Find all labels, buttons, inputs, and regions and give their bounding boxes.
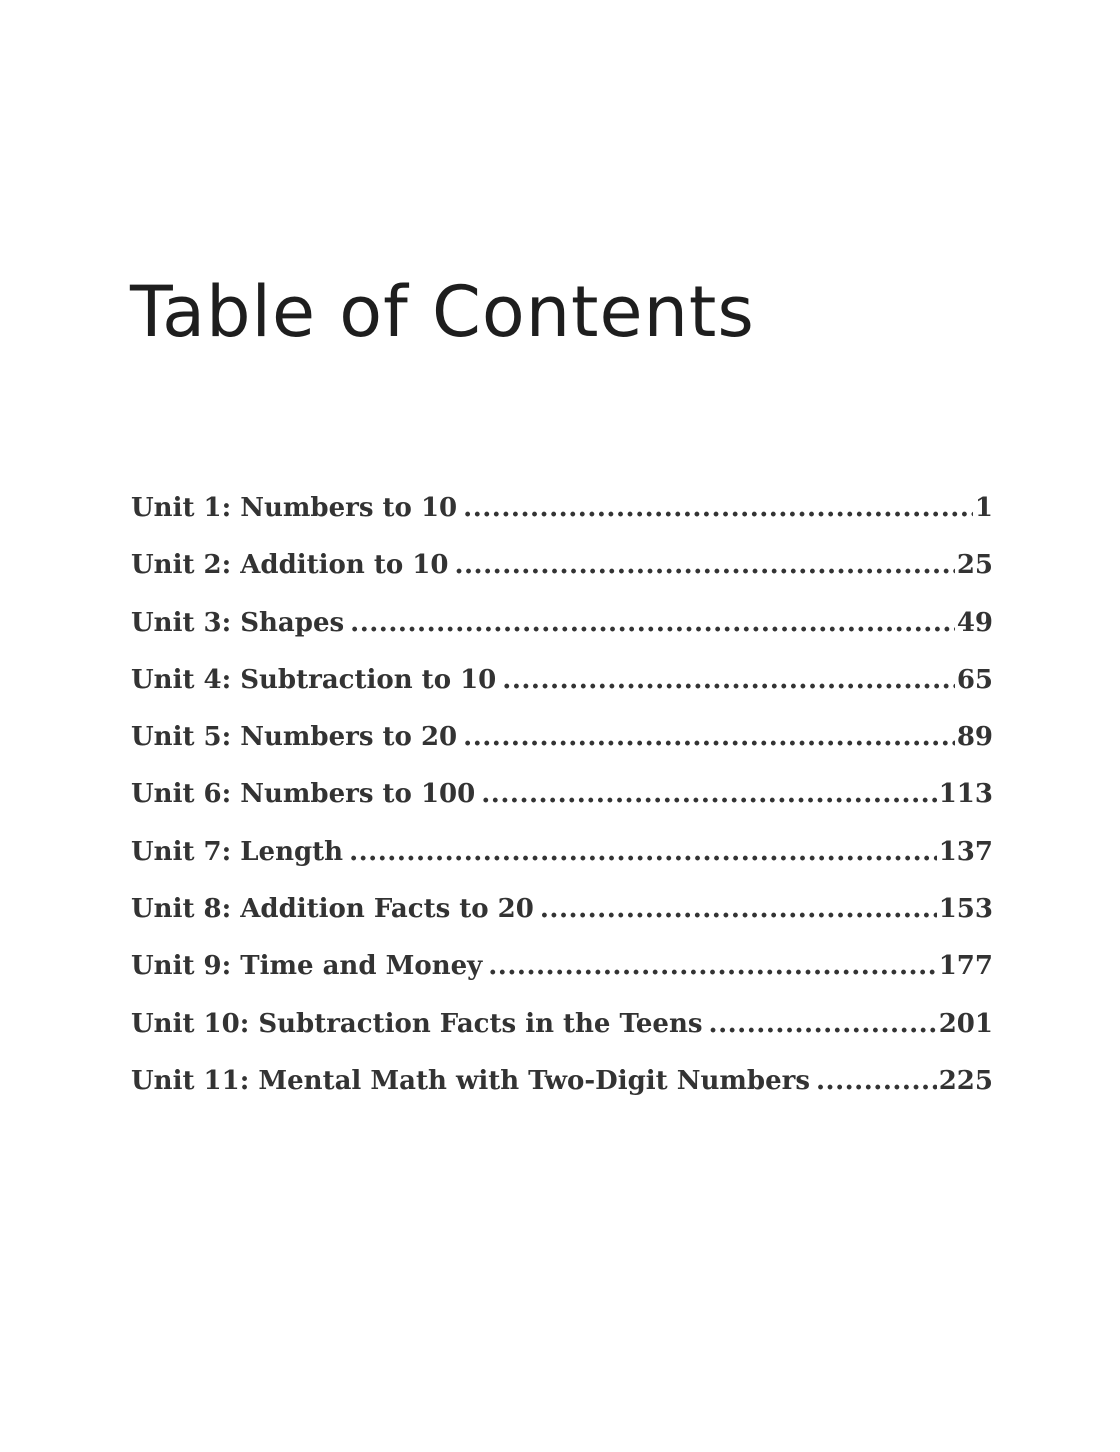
toc-entry-page-number: 49 (956, 607, 993, 638)
dot-leader (350, 603, 955, 643)
toc-entry-page-number: 1 (974, 493, 993, 523)
dot-leader (502, 660, 955, 700)
dot-leader (481, 774, 936, 814)
page-title: Table of Contents (130, 271, 755, 353)
toc-entry (131, 832, 993, 889)
toc-entry-label: Unit 9: Time and Money (131, 951, 483, 982)
toc-entry-page-number: 113 (938, 779, 993, 810)
toc-entry (131, 946, 993, 1003)
dot-leader (540, 889, 937, 929)
toc-entry-label: Unit 6: Numbers to 100 (131, 779, 476, 810)
dot-leader (463, 488, 973, 528)
toc-entry (131, 1004, 993, 1061)
toc-entry (131, 1061, 993, 1118)
toc-entry-label: Unit 8: Addition Facts to 20 (131, 894, 534, 925)
toc-entry-page-number: 225 (938, 1065, 993, 1096)
toc-entry-page-number: 137 (938, 836, 993, 867)
toc-entry-label: Unit 1: Numbers to 10 (131, 493, 458, 523)
toc-entry-page-number: 201 (938, 1008, 993, 1039)
toc-list (131, 488, 993, 1118)
dot-leader (816, 1061, 937, 1101)
toc-entry (131, 889, 993, 946)
toc-entry (131, 603, 993, 660)
toc-entry-page-number: 65 (956, 664, 993, 695)
toc-entry-label: Unit 11: Mental Math with Two-Digit Numbers (131, 1065, 810, 1096)
dot-leader (488, 946, 936, 986)
toc-entry (131, 488, 993, 545)
toc-entry-label: Unit 5: Numbers to 20 (131, 722, 458, 753)
toc-entry-page-number: 177 (938, 951, 993, 982)
dot-leader (709, 1004, 937, 1044)
toc-entry (131, 660, 993, 717)
dot-leader (349, 832, 937, 872)
toc-entry-label: Unit 2: Addition to 10 (131, 550, 449, 581)
toc-entry-label: Unit 4: Subtraction to 10 (131, 664, 497, 695)
toc-entry (131, 717, 993, 774)
toc-entry-label: Unit 7: Length (131, 836, 344, 867)
toc-entry-label: Unit 10: Subtraction Facts in the Teens (131, 1008, 703, 1039)
toc-entry-page-number: 89 (956, 722, 993, 753)
toc-entry-page-number: 153 (938, 894, 993, 925)
dot-leader (454, 545, 954, 585)
toc-entry-label: Unit 3: Shapes (131, 607, 345, 638)
toc-entry (131, 774, 993, 831)
toc-entry (131, 545, 993, 602)
toc-entry-page-number: 25 (956, 550, 993, 581)
dot-leader (463, 717, 955, 757)
